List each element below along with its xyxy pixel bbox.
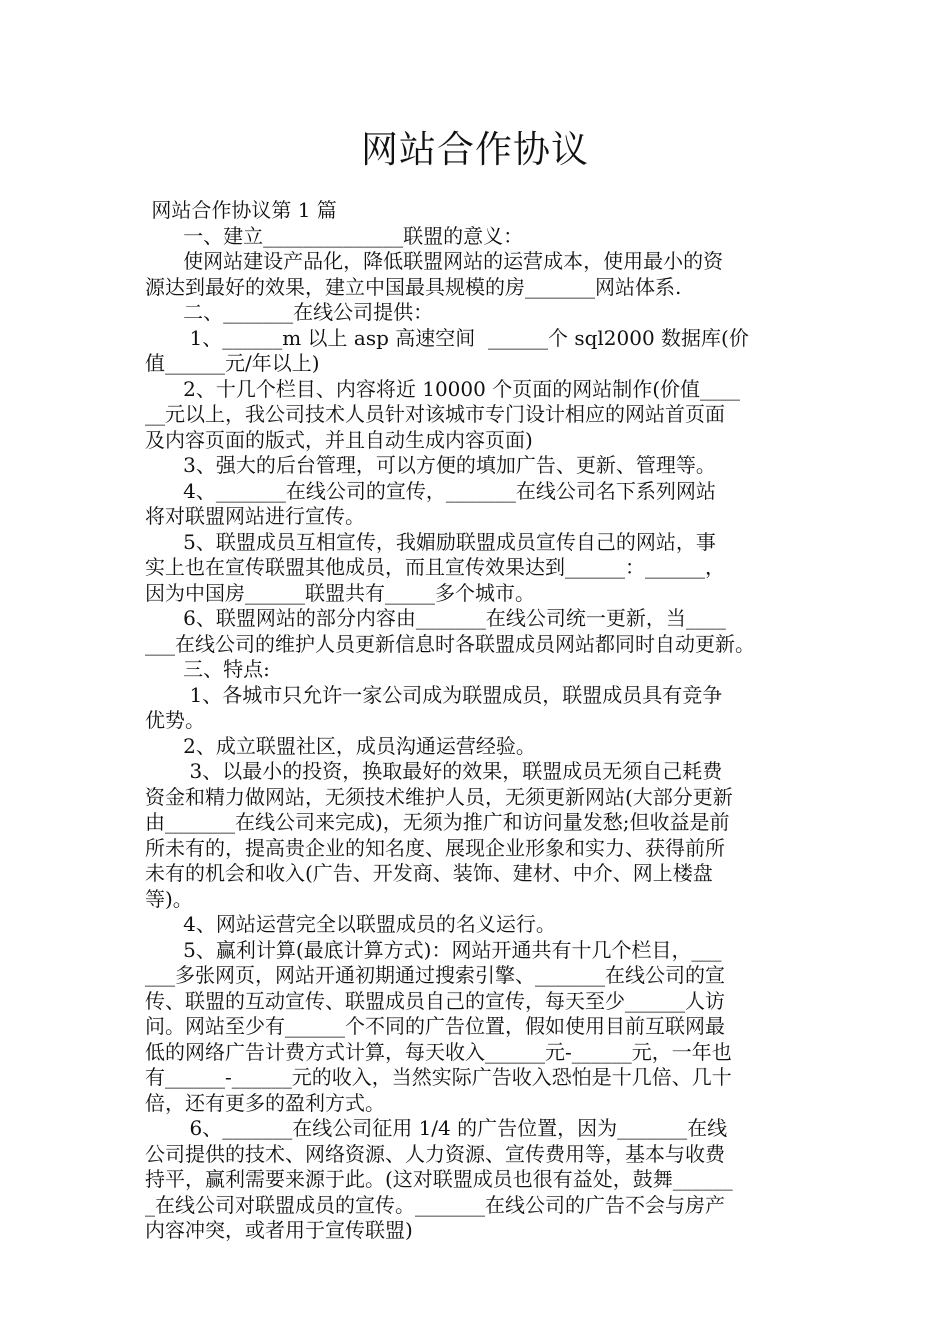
text-line: 二、_______在线公司提供： <box>145 300 434 324</box>
text-line: 值______元/年以上) <box>145 351 320 375</box>
text-line: 网站合作协议第 1 篇 <box>145 198 337 222</box>
text-line: 公司提供的技术、网络资源、人力资源、宣传费用等，基本与收费 <box>145 1141 725 1166</box>
text-line: _在线公司对联盟成员的宣传。_______在线公司的广告不会与房产 <box>145 1192 725 1217</box>
text-line: 由_______在线公司来完成)，无须为推广和访问量发愁;但收益是前 <box>145 810 730 834</box>
document-title: 网站合作协议 <box>361 128 589 171</box>
text-line: 2、成立联盟社区，成员沟通运营经验。 <box>145 733 536 758</box>
text-line: 实上也在宣传联盟其他成员，而且宣传效果达到______：______， <box>145 555 725 579</box>
text-line: 将对联盟网站进行宣传。 <box>145 504 365 528</box>
text-line: __元以上，我公司技术人员针对该城市专门设计相应的网站首页面 <box>145 402 725 426</box>
text-line: 使网站建设产品化，降低联盟网站的运营成本，使用最小的资 <box>145 249 724 273</box>
text-line: 所未有的，提高贵企业的知名度、展现企业形象和实力、获得前所 <box>145 835 725 860</box>
text-line: 源达到最好的效果，建立中国最具规模的房_______网站体系. <box>145 274 682 299</box>
text-line: 内容冲突，或者用于宣传联盟) <box>145 1218 413 1242</box>
text-line: 4、网站运营完全以联盟成员的名义运行。 <box>145 912 556 936</box>
text-line: 6、_______在线公司征用 1/4 的广告位置，因为_______在线 <box>145 1116 728 1140</box>
text-line: 持平，赢利需要来源于此。(这对联盟成员也很有益处，鼓舞______ <box>145 1167 733 1191</box>
text-line: 问。网站至少有______个不同的广告位置，假如使用目前互联网最 <box>145 1014 725 1038</box>
text-line: 等)。 <box>145 886 193 911</box>
text-line: 3、以最小的投资，换取最好的效果，联盟成员无须自己耗费 <box>145 759 723 783</box>
text-line: 有______-______元的收入，当然实际广告收入恐怕是十几倍、几十 <box>145 1065 732 1089</box>
text-line: 低的网络广告计费方式计算，每天收入______元-______元，一年也 <box>145 1039 732 1064</box>
text-line: 传、联盟的互动宣传、联盟成员自己的宣传，每天至少______人访 <box>145 988 725 1013</box>
text-line: 1、______m 以上 asp 高速空间 ______个 sql2000 数据库(价 <box>145 325 749 350</box>
text-line: 因为中国房______联盟共有_____多个城市。 <box>145 580 535 605</box>
text-line: 倍，还有更多的盈利方式。 <box>145 1090 385 1115</box>
text-line: 一、建立______________联盟的意义： <box>145 223 524 248</box>
text-line: 5、联盟成员互相宣传，我媚励联盟成员宣传自己的网站，事 <box>145 529 716 554</box>
text-line: ___在线公司的维护人员更新信息时各联盟成员网站都同时自动更新。 <box>145 631 755 656</box>
text-line: 4、_______在线公司的宣传，_______在线公司名下系列网站 <box>145 478 716 503</box>
text-line: ___多张网页，网站开通初期通过搜索引擎、_______在线公司的宣 <box>145 963 725 987</box>
text-line: 6、联盟网站的部分内容由_______在线公司统一更新，当____ <box>145 606 726 630</box>
text-line: 三、特点: <box>145 657 270 681</box>
text-line: 资金和精力做网站，无须技术维护人员，无须更新网站(大部分更新 <box>145 784 733 809</box>
text-line: 5、赢利计算(最底计算方式)：网站开通共有十几个栏目，___ <box>145 937 722 962</box>
text-line: 2、十几个栏目、内容将近 10000 个页面的网站制作(价值____ <box>145 376 741 401</box>
document-body <box>145 198 815 1244</box>
text-line: 未有的机会和收入(广告、开发商、装饰、建材、中介、网上楼盘 <box>145 861 713 885</box>
text-line: 优势。 <box>145 708 205 732</box>
text-line: 及内容页面的版式，并且自动生成内容页面) <box>145 427 533 452</box>
text-line: 1、各城市只允许一家公司成为联盟成员，联盟成员具有竞争 <box>145 682 723 707</box>
text-line: 3、强大的后台管理，可以方便的填加广告、更新、管理等。 <box>145 453 716 477</box>
